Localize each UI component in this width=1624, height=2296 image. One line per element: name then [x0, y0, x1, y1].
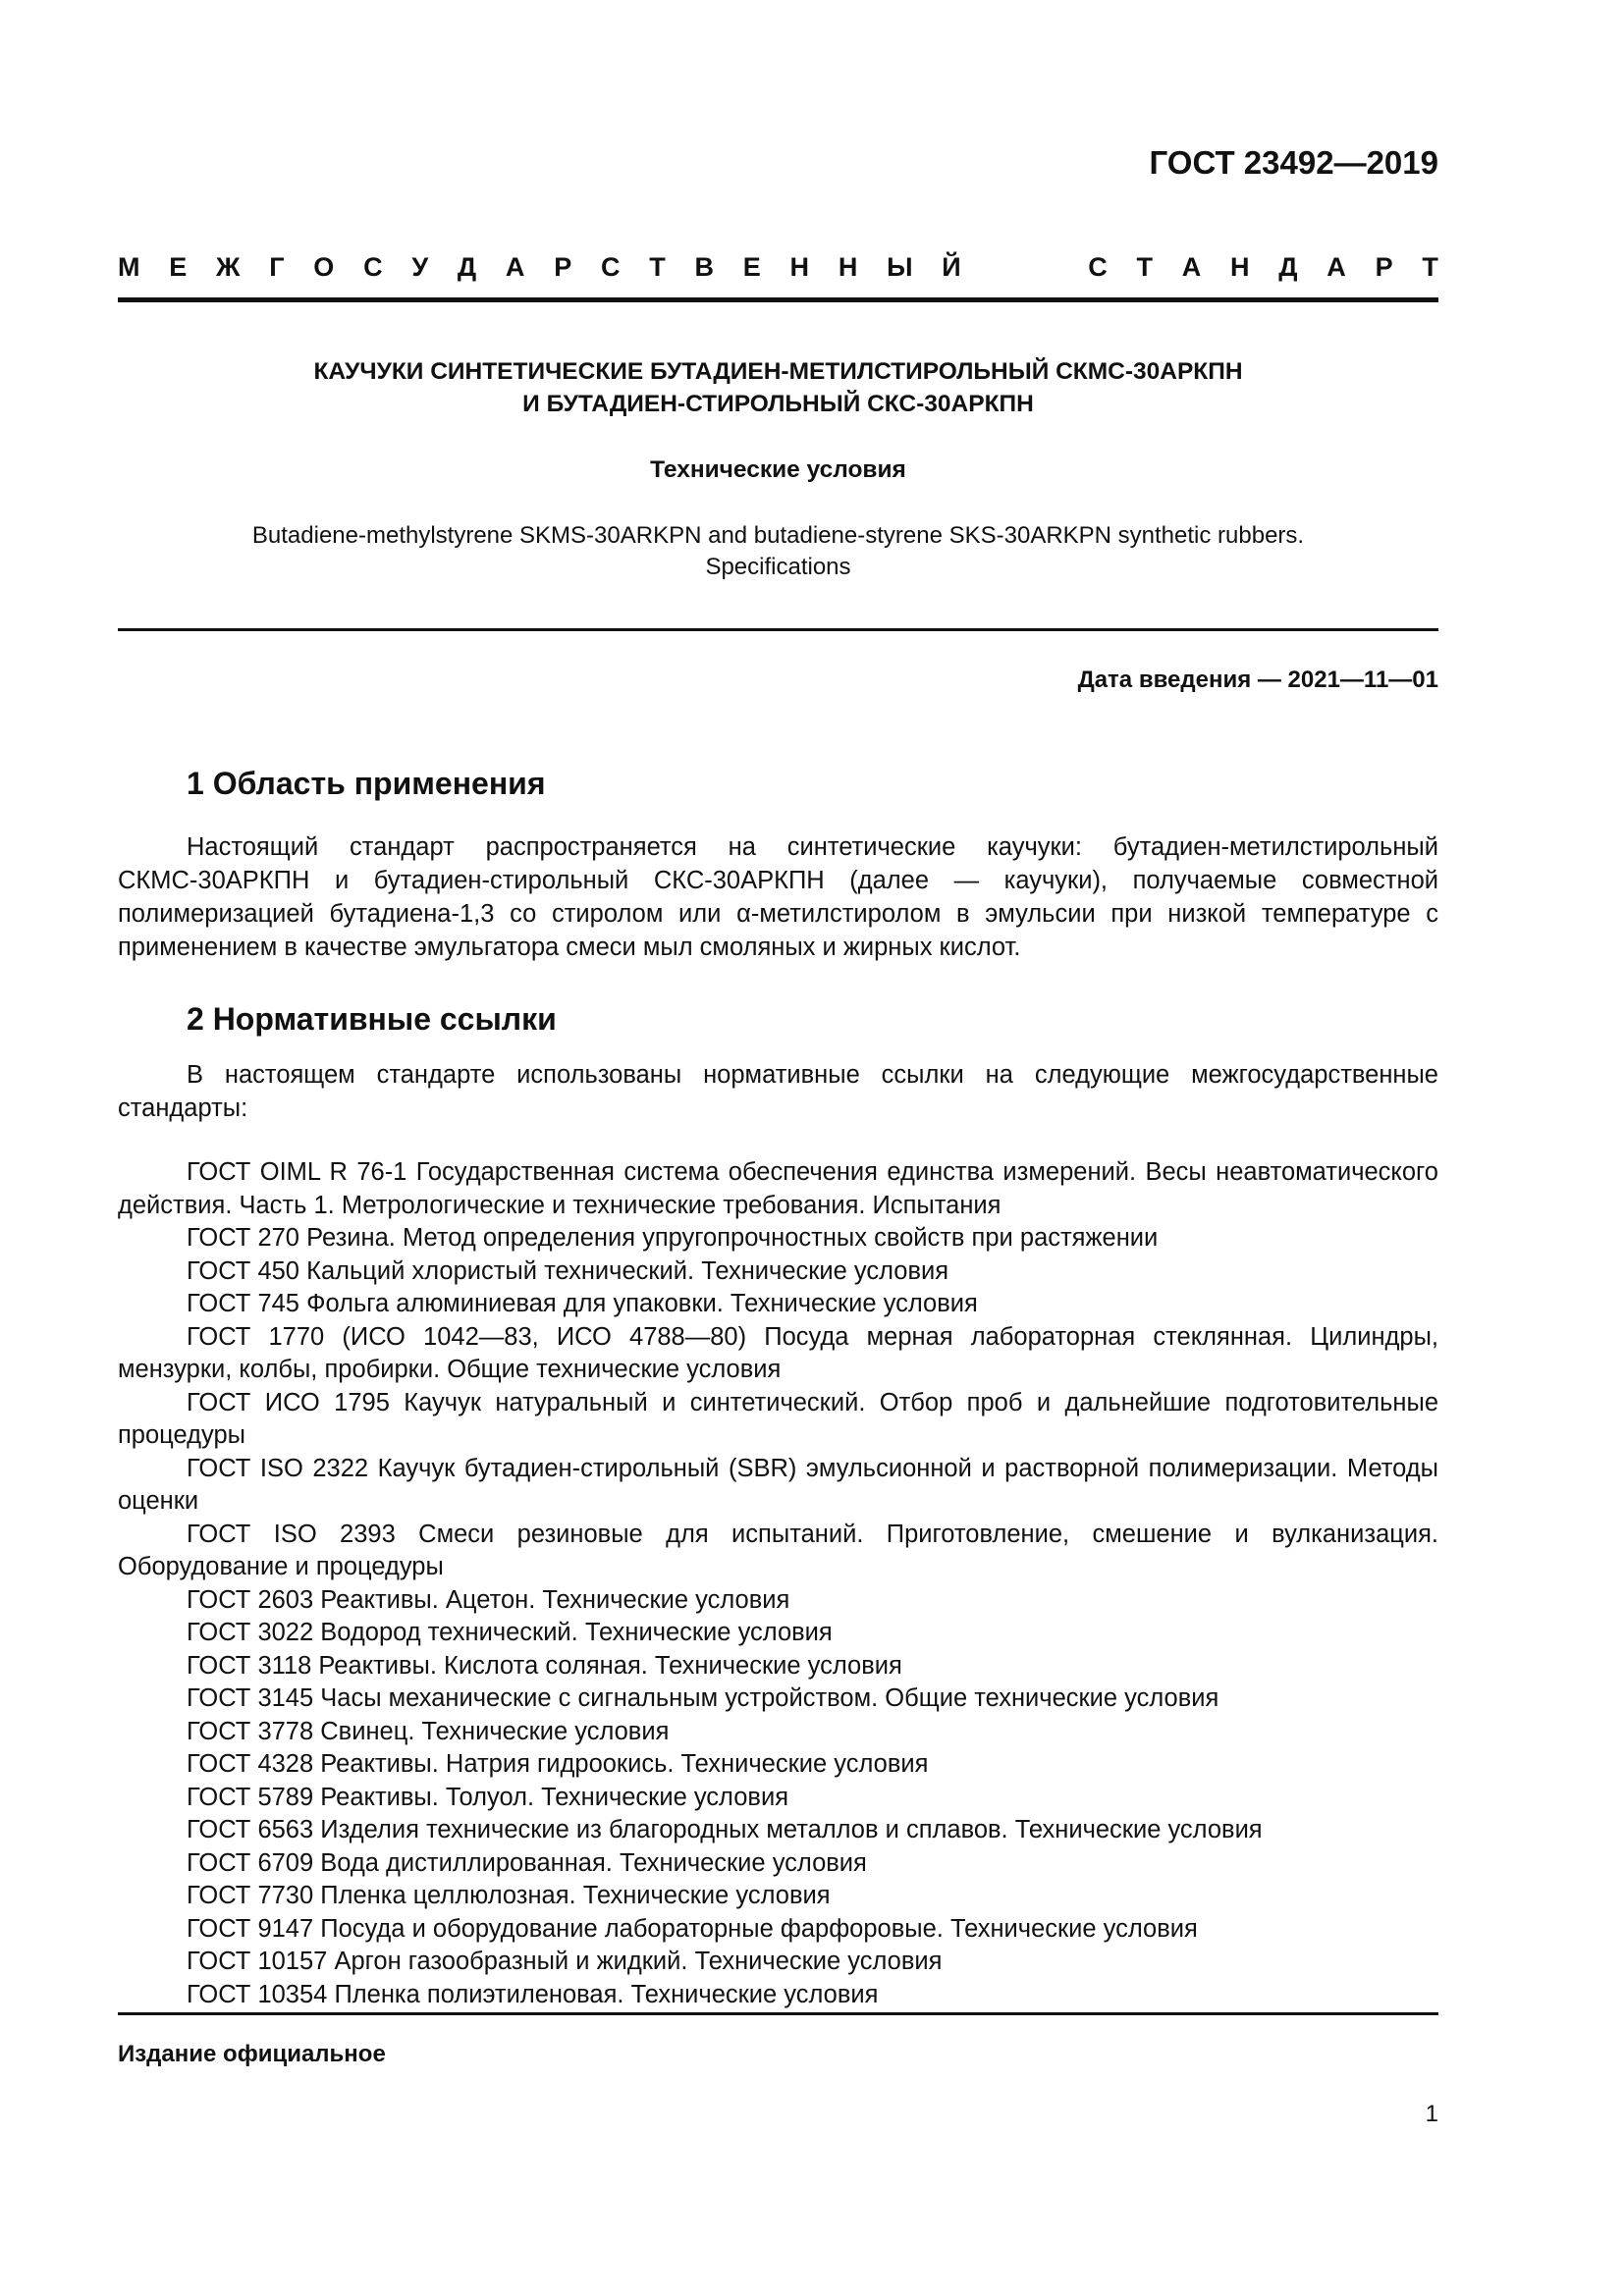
english-title — [118, 520, 1438, 583]
reference-code: ГОСТ 6563 — [187, 1816, 314, 1843]
reference-item — [118, 1519, 1438, 1584]
reference-title: Реактивы. Толуол. Технические условия — [320, 1783, 789, 1811]
reference-item — [118, 1255, 1438, 1289]
reference-item — [118, 1453, 1438, 1519]
band-letter: М — [118, 251, 140, 282]
reference-item — [118, 1913, 1438, 1947]
footer-rule — [118, 2012, 1438, 2015]
band-letter: А — [1326, 251, 1346, 282]
band-letter: Е — [742, 251, 761, 282]
section-1-text: Настоящий стандарт распространяется на синтетические каучуки: бутадиен-метилстирольный СКМС-30АРКПН и бутадиен-стирольный СКС-30АРКПН (далее — каучуки), получаемые совместной полимеризацией бутадиена-1,3 со стиролом или α-метилстиролом в эмульсии при низкой температуре с применением в качестве эмульгатора смеси мыл смоляных и жирных кислот. — [118, 833, 1438, 961]
band-letter: С — [1088, 251, 1108, 282]
reference-code: ГОСТ 10157 — [187, 1948, 328, 1975]
band-letter: В — [694, 251, 714, 282]
reference-code: ГОСТ 270 — [187, 1224, 299, 1252]
document-subtitle: Технические условия — [650, 456, 906, 483]
reference-code: ГОСТ 9147 — [187, 1914, 314, 1943]
band-letter: А — [505, 251, 525, 282]
reference-title: Часы механические с сигнальным устройством. Общие технические условия — [320, 1684, 1219, 1712]
reference-title: Изделия технические из благородных металлов и сплавов. Технические условия — [320, 1816, 1263, 1843]
band-letter: С — [363, 251, 383, 282]
reference-code: ГОСТ 1770 (ИСО 1042—83, ИСО 4788—80) — [187, 1322, 747, 1351]
band-letter: С — [600, 251, 621, 282]
section-1-heading: 1 Область применения — [187, 766, 546, 801]
band-letter: Г — [269, 251, 285, 282]
reference-code: ГОСТ ISO 2393 — [187, 1520, 396, 1548]
reference-code: ГОСТ 6709 — [187, 1848, 314, 1877]
header-rule — [118, 297, 1438, 302]
reference-title: Посуда мерная лабораторная стеклянная. Цилиндры, мензурки, колбы, пробирки. Общие технические условия — [118, 1322, 1439, 1383]
band-letter: О — [313, 251, 335, 282]
reference-item — [118, 1782, 1438, 1815]
reference-item — [118, 1321, 1438, 1387]
reference-code: ГОСТ 3145 — [187, 1684, 314, 1712]
page-number: 1 — [1425, 2101, 1438, 2127]
band-letter: Д — [457, 251, 477, 282]
reference-title: Пленка целлюлозная. Технические условия — [320, 1882, 831, 1909]
reference-title: Вода дистиллированная. Технические условия — [320, 1848, 867, 1877]
gost-number: ГОСТ 23492—2019 — [1149, 144, 1438, 181]
reference-code: ГОСТ 2603 — [187, 1585, 314, 1614]
band-letter: Т — [1422, 251, 1438, 282]
reference-code: ГОСТ ИСО 1795 — [187, 1388, 390, 1416]
reference-item — [118, 1222, 1438, 1255]
band-letter: Т — [1136, 251, 1153, 282]
reference-item — [118, 1156, 1438, 1222]
reference-code: ГОСТ 450 — [187, 1256, 299, 1285]
reference-item — [118, 1617, 1438, 1650]
reference-code: ГОСТ 10354 — [187, 1980, 328, 2008]
reference-code: ГОСТ 7730 — [187, 1882, 314, 1909]
reference-code: ГОСТ ISO 2322 — [187, 1454, 369, 1482]
reference-item — [118, 1716, 1438, 1749]
reference-item — [118, 1650, 1438, 1683]
band-letter: Р — [1375, 251, 1393, 282]
reference-title: Фольга алюминиевая для упаковки. Технические условия — [306, 1290, 978, 1317]
band-letter: Т — [649, 251, 666, 282]
band-letter: Д — [1278, 251, 1298, 282]
band-letter: Н — [1230, 251, 1250, 282]
title-rule — [118, 628, 1438, 631]
reference-code: ГОСТ OIML R 76-1 — [187, 1158, 407, 1186]
band-letter: Н — [789, 251, 810, 282]
reference-item — [118, 1682, 1438, 1716]
reference-item — [118, 1584, 1438, 1618]
section-2-intro: В настоящем стандарте использованы нормативные ссылки на следующие межгосударственные стандарты: — [118, 1061, 1438, 1122]
reference-title: Каучук бутадиен-стирольный (SBR) эмульсионной и растворной полимеризации. Методы оценки — [118, 1454, 1438, 1515]
band-letter: Ы — [887, 251, 913, 282]
reference-title: Кальций хлористый технический. Технические условия — [306, 1256, 949, 1285]
reference-title: Посуда и оборудование лабораторные фарфоровые. Технические условия — [320, 1914, 1198, 1943]
edition-label: Издание официальное — [118, 2041, 386, 2067]
reference-code: ГОСТ 3778 — [187, 1717, 314, 1745]
english-title-line-1: Butadiene-methylstyrene SKMS-30ARKPN and butadiene-styrene SKS-30ARKPN synthetic rubbers. — [251, 522, 1305, 549]
band-letter: Е — [169, 251, 188, 282]
reference-code: ГОСТ 3022 — [187, 1619, 314, 1646]
reference-title: Реактивы. Натрия гидроокись. Технические условия — [320, 1750, 929, 1778]
reference-title: Резина. Метод определения упругопрочностных свойств при растяжении — [306, 1224, 1159, 1252]
reference-code: ГОСТ 5789 — [187, 1783, 314, 1811]
reference-title: Государственная система обеспечения единства измерений. Весы неавтоматического действия. Часть 1. Метрологические и технические требования. Испытания — [118, 1158, 1438, 1219]
reference-code: ГОСТ 745 — [187, 1290, 299, 1317]
reference-title: Смеси резиновые для испытаний. Приготовление, смешение и вулканизация. Оборудование и процедуры — [118, 1520, 1439, 1580]
band-letter: Н — [838, 251, 858, 282]
section-2-heading: 2 Нормативные ссылки — [187, 1001, 557, 1037]
band-letter: Р — [554, 251, 572, 282]
title-line-2: И БУТАДИЕН-СТИРОЛЬНЫЙ СКС-30АРКПН — [522, 391, 1034, 417]
interstate-standard-band — [118, 247, 1438, 287]
document-title — [118, 355, 1438, 420]
band-letter: А — [1181, 251, 1202, 282]
normative-references-list — [118, 1156, 1438, 2011]
title-line-1: КАУЧУКИ СИНТЕТИЧЕСКИЕ БУТАДИЕН-МЕТИЛСТИРОЛЬНЫЙ СКМС-30АРКПН — [313, 358, 1243, 385]
reference-item — [118, 1880, 1438, 1913]
band-letter: У — [411, 251, 429, 282]
english-title-line-2: Specifications — [705, 554, 851, 580]
reference-title: Каучук натуральный и синтетический. Отбор проб и дальнейшие подготовительные процедуры — [118, 1388, 1438, 1449]
reference-item — [118, 1847, 1438, 1881]
reference-item — [118, 1748, 1438, 1782]
reference-item — [118, 1288, 1438, 1321]
reference-title: Свинец. Технические условия — [320, 1717, 670, 1745]
reference-title: Реактивы. Кислота соляная. Технические условия — [318, 1651, 902, 1680]
reference-item — [118, 1814, 1438, 1847]
reference-title: Аргон газообразный и жидкий. Технические условия — [334, 1948, 943, 1975]
introduction-date: Дата введения — 2021—11—01 — [1077, 667, 1438, 693]
reference-title: Реактивы. Ацетон. Технические условия — [320, 1585, 790, 1614]
reference-code: ГОСТ 4328 — [187, 1750, 314, 1778]
reference-title: Пленка полиэтиленовая. Технические условия — [334, 1980, 879, 2008]
band-letter: Ж — [216, 251, 241, 282]
reference-item — [118, 1979, 1438, 2012]
reference-code: ГОСТ 3118 — [187, 1651, 312, 1680]
reference-item — [118, 1387, 1438, 1453]
reference-title: Водород технический. Технические условия — [320, 1619, 833, 1646]
reference-item — [118, 1946, 1438, 1979]
band-letter: Й — [942, 251, 961, 282]
